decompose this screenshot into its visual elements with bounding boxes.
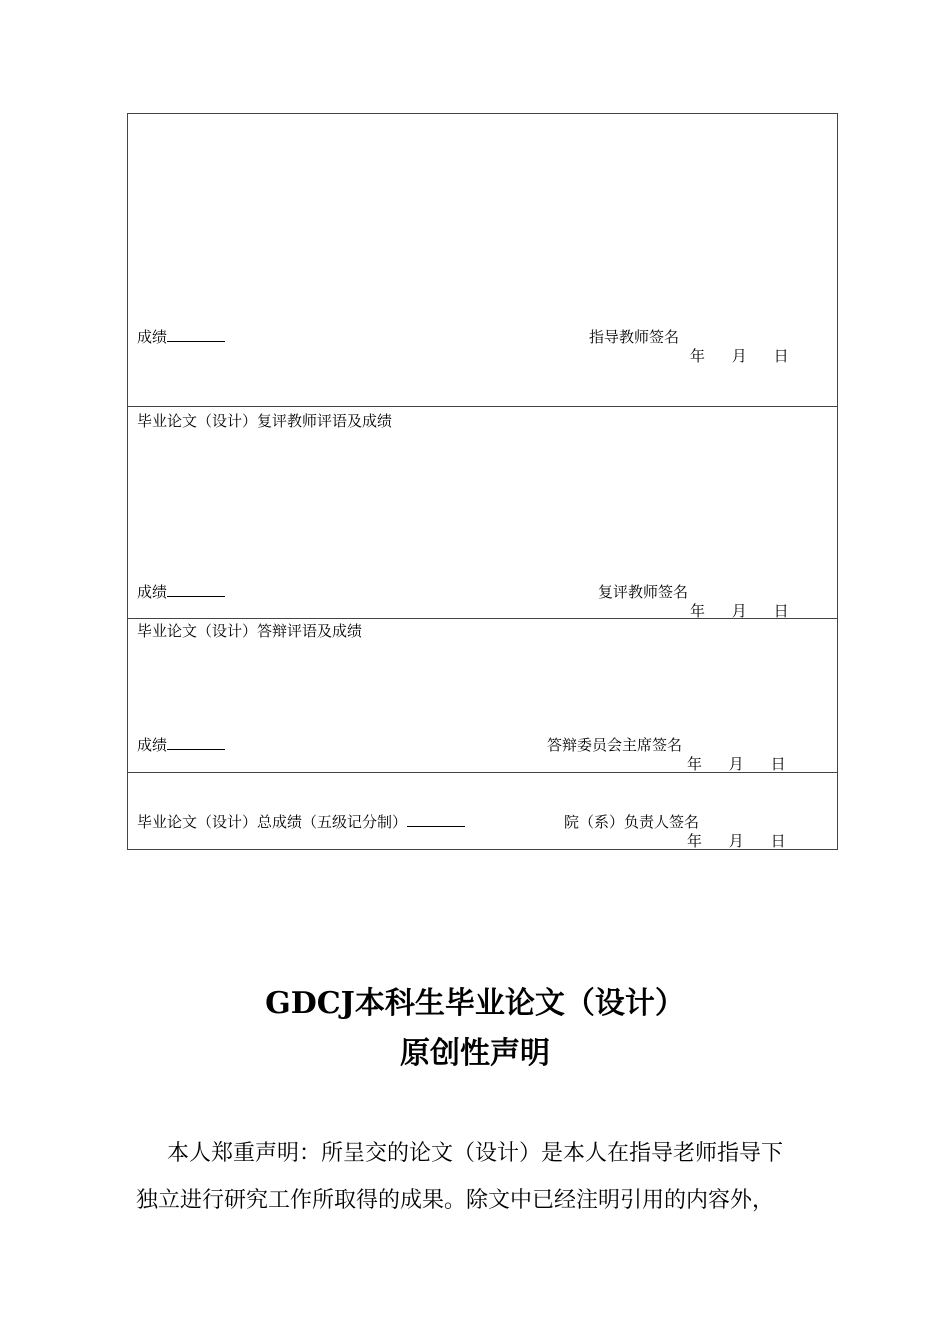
defense-date [687,755,786,773]
grade-label: 成绩 [137,736,168,754]
declaration-title-line1: GDCJ本科生毕业论文（设计） [265,986,685,1021]
date-day: 日 [770,755,786,773]
review-section [128,407,837,619]
date-year: 年 [690,347,706,365]
grade-label: 成绩 [137,328,168,346]
review-heading: 毕业论文（设计）复评教师评语及成绩 [137,412,393,430]
total-section [128,773,837,849]
grade-blank-line[interactable] [167,736,225,750]
advisor-grade-field [137,328,225,346]
defense-heading: 毕业论文（设计）答辩评语及成绩 [137,622,363,640]
defense-section [128,619,837,773]
defense-grade-field [137,736,225,754]
date-year: 年 [687,755,703,773]
total-date [687,832,786,850]
date-year: 年 [687,832,703,850]
date-day: 日 [773,347,789,365]
defense-signature-label: 答辩委员会主席签名 [547,736,683,754]
review-grade-field [137,583,225,601]
advisor-signature-label: 指导教师签名 [589,328,680,346]
declaration-title-line2: 原创性声明 [400,1036,550,1071]
grade-blank-line[interactable] [167,583,225,597]
advisor-section [128,114,837,407]
evaluation-form-table [127,113,838,850]
review-signature-label: 复评教师签名 [598,583,689,601]
declaration-paragraph-line1: 本人郑重声明：所呈交的论文（设计）是本人在指导老师指导下 [167,1141,784,1166]
total-heading: 毕业论文（设计）总成绩（五级记分制） [137,813,408,831]
grade-blank-line[interactable] [167,328,225,342]
date-year: 年 [690,602,706,620]
date-month: 月 [728,832,744,850]
date-month: 月 [728,755,744,773]
advisor-date [690,347,789,365]
review-date [690,602,789,620]
date-month: 月 [731,602,747,620]
declaration-paragraph-line2: 独立进行研究工作所取得的成果。除文中已经注明引用的内容外， [136,1188,775,1213]
grade-blank-line[interactable] [407,813,465,827]
date-day: 日 [770,832,786,850]
date-day: 日 [773,602,789,620]
total-grade-field [137,813,465,831]
grade-label: 成绩 [137,583,168,601]
dean-signature-label: 院（系）负责人签名 [564,813,700,831]
date-month: 月 [731,347,747,365]
